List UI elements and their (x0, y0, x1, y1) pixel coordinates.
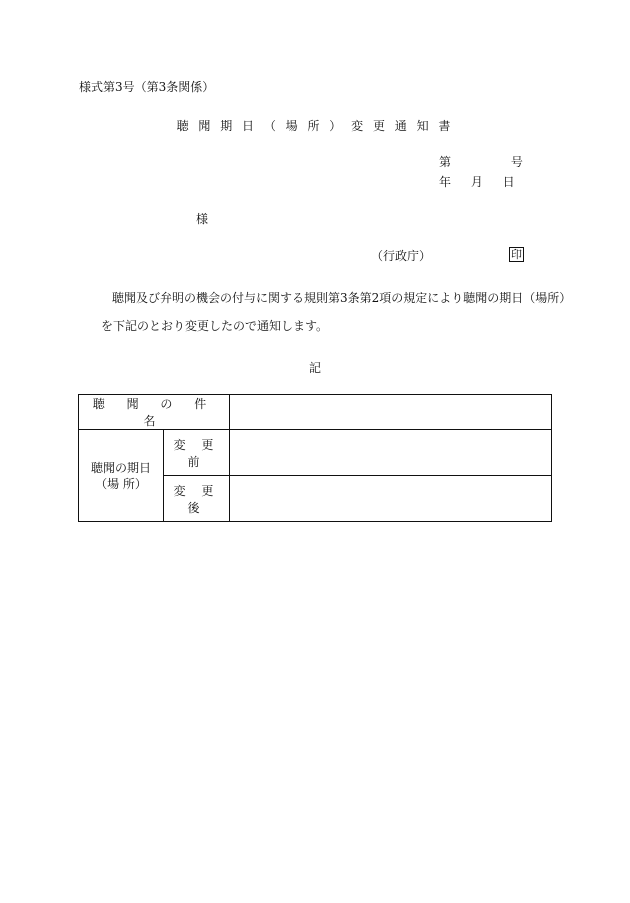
case-name-label: 聴 聞 の 件 名 (79, 395, 230, 430)
form-number-label: 様式第3号（第3条関係） (79, 80, 215, 94)
before-change-label: 変 更 前 (164, 430, 230, 476)
agency-label: （行政庁） (371, 249, 432, 263)
before-change-value (230, 430, 552, 476)
after-change-value (230, 476, 552, 522)
seal-mark: 印 (511, 248, 522, 261)
table-row-before (79, 430, 552, 476)
case-name-value (230, 395, 552, 430)
body-text-line-2: を下記のとおり変更したので通知します。 (101, 319, 329, 333)
document-date-line: 年 月 日 (439, 175, 515, 189)
change-details-table (78, 394, 552, 522)
date-place-label (79, 430, 164, 522)
after-change-label: 変 更 後 (164, 476, 230, 522)
recipient-honorific: 様 (196, 212, 209, 226)
body-text-line-1: 聴聞及び弁明の機会の付与に関する規則第3条第2項の規定により聴聞の期日（場所） (112, 291, 572, 305)
date-label-line-2: （場 所） (95, 476, 147, 491)
document-number-line: 第 号 (439, 155, 523, 169)
date-label-line-1: 聴聞の期日 (90, 460, 151, 475)
document-title: 聴 聞 期 日 （ 場 所 ） 変 更 通 知 書 (176, 119, 454, 133)
table-row-case-name (79, 395, 552, 430)
ki-heading: 記 (308, 361, 321, 375)
